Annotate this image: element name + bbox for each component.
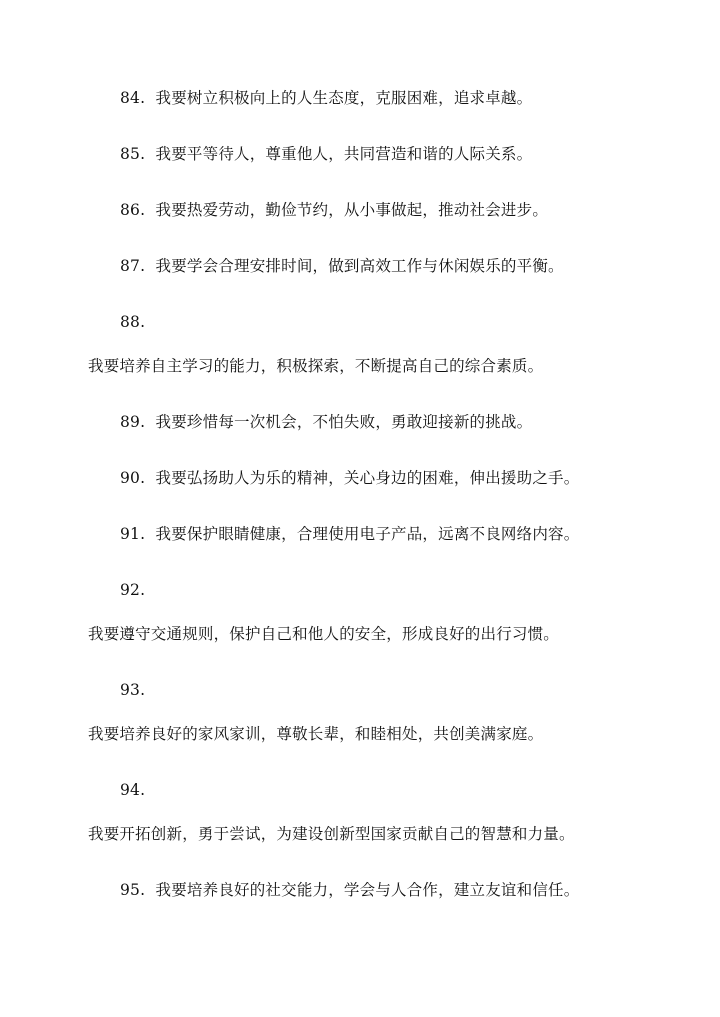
- list-item: [120, 468, 579, 488]
- list-item: [120, 524, 579, 544]
- list-item: [120, 412, 532, 432]
- item-text: 我要学会合理安排时间，做到高效工作与休闲娱乐的平衡。: [155, 257, 564, 275]
- item-number: 94.: [120, 781, 146, 799]
- item-text: 我要平等待人，尊重他人，共同营造和谐的人际关系。: [155, 145, 533, 163]
- item-number: 84.: [120, 89, 146, 107]
- item-number: 85.: [120, 145, 146, 163]
- item-text: 我要培养良好的家风家训，尊敬长辈，和睦相处，共创美满家庭。: [88, 725, 544, 743]
- item-number: 88.: [120, 313, 146, 331]
- item-number: 91.: [120, 525, 146, 543]
- item-number: 86.: [120, 201, 146, 219]
- item-text: 我要热爱劳动，勤俭节约，从小事做起，推动社会进步。: [155, 201, 549, 219]
- item-number: 95.: [120, 881, 146, 899]
- item-text: 我要培养良好的社交能力，学会与人合作，建立友谊和信任。: [155, 881, 580, 899]
- item-number: 92.: [120, 581, 146, 599]
- list-item: [120, 880, 579, 900]
- item-text: 我要珍惜每一次机会，不怕失败，勇敢迎接新的挑战。: [155, 413, 533, 431]
- item-text: 我要开拓创新，勇于尝试，为建设创新型国家贡献自己的智慧和力量。: [88, 825, 575, 843]
- item-number: 90.: [120, 469, 146, 487]
- list-item: [120, 200, 548, 220]
- item-text: 我要保护眼睛健康，合理使用电子产品，远离不良网络内容。: [155, 525, 580, 543]
- item-text: 我要弘扬助人为乐的精神，关心身边的困难，伸出援助之手。: [155, 469, 580, 487]
- item-number: 89.: [120, 413, 146, 431]
- list-item: [120, 256, 564, 276]
- item-text: 我要树立积极向上的人生态度，克服困难，追求卓越。: [155, 89, 533, 107]
- item-text: 我要培养自主学习的能力，积极探索，不断提高自己的综合素质。: [88, 357, 544, 375]
- item-text: 我要遵守交通规则，保护自己和他人的安全，形成良好的出行习惯。: [88, 625, 560, 643]
- list-item: [120, 144, 532, 164]
- list-item: [120, 88, 532, 108]
- item-number: 87.: [120, 257, 146, 275]
- item-number: 93.: [120, 681, 146, 699]
